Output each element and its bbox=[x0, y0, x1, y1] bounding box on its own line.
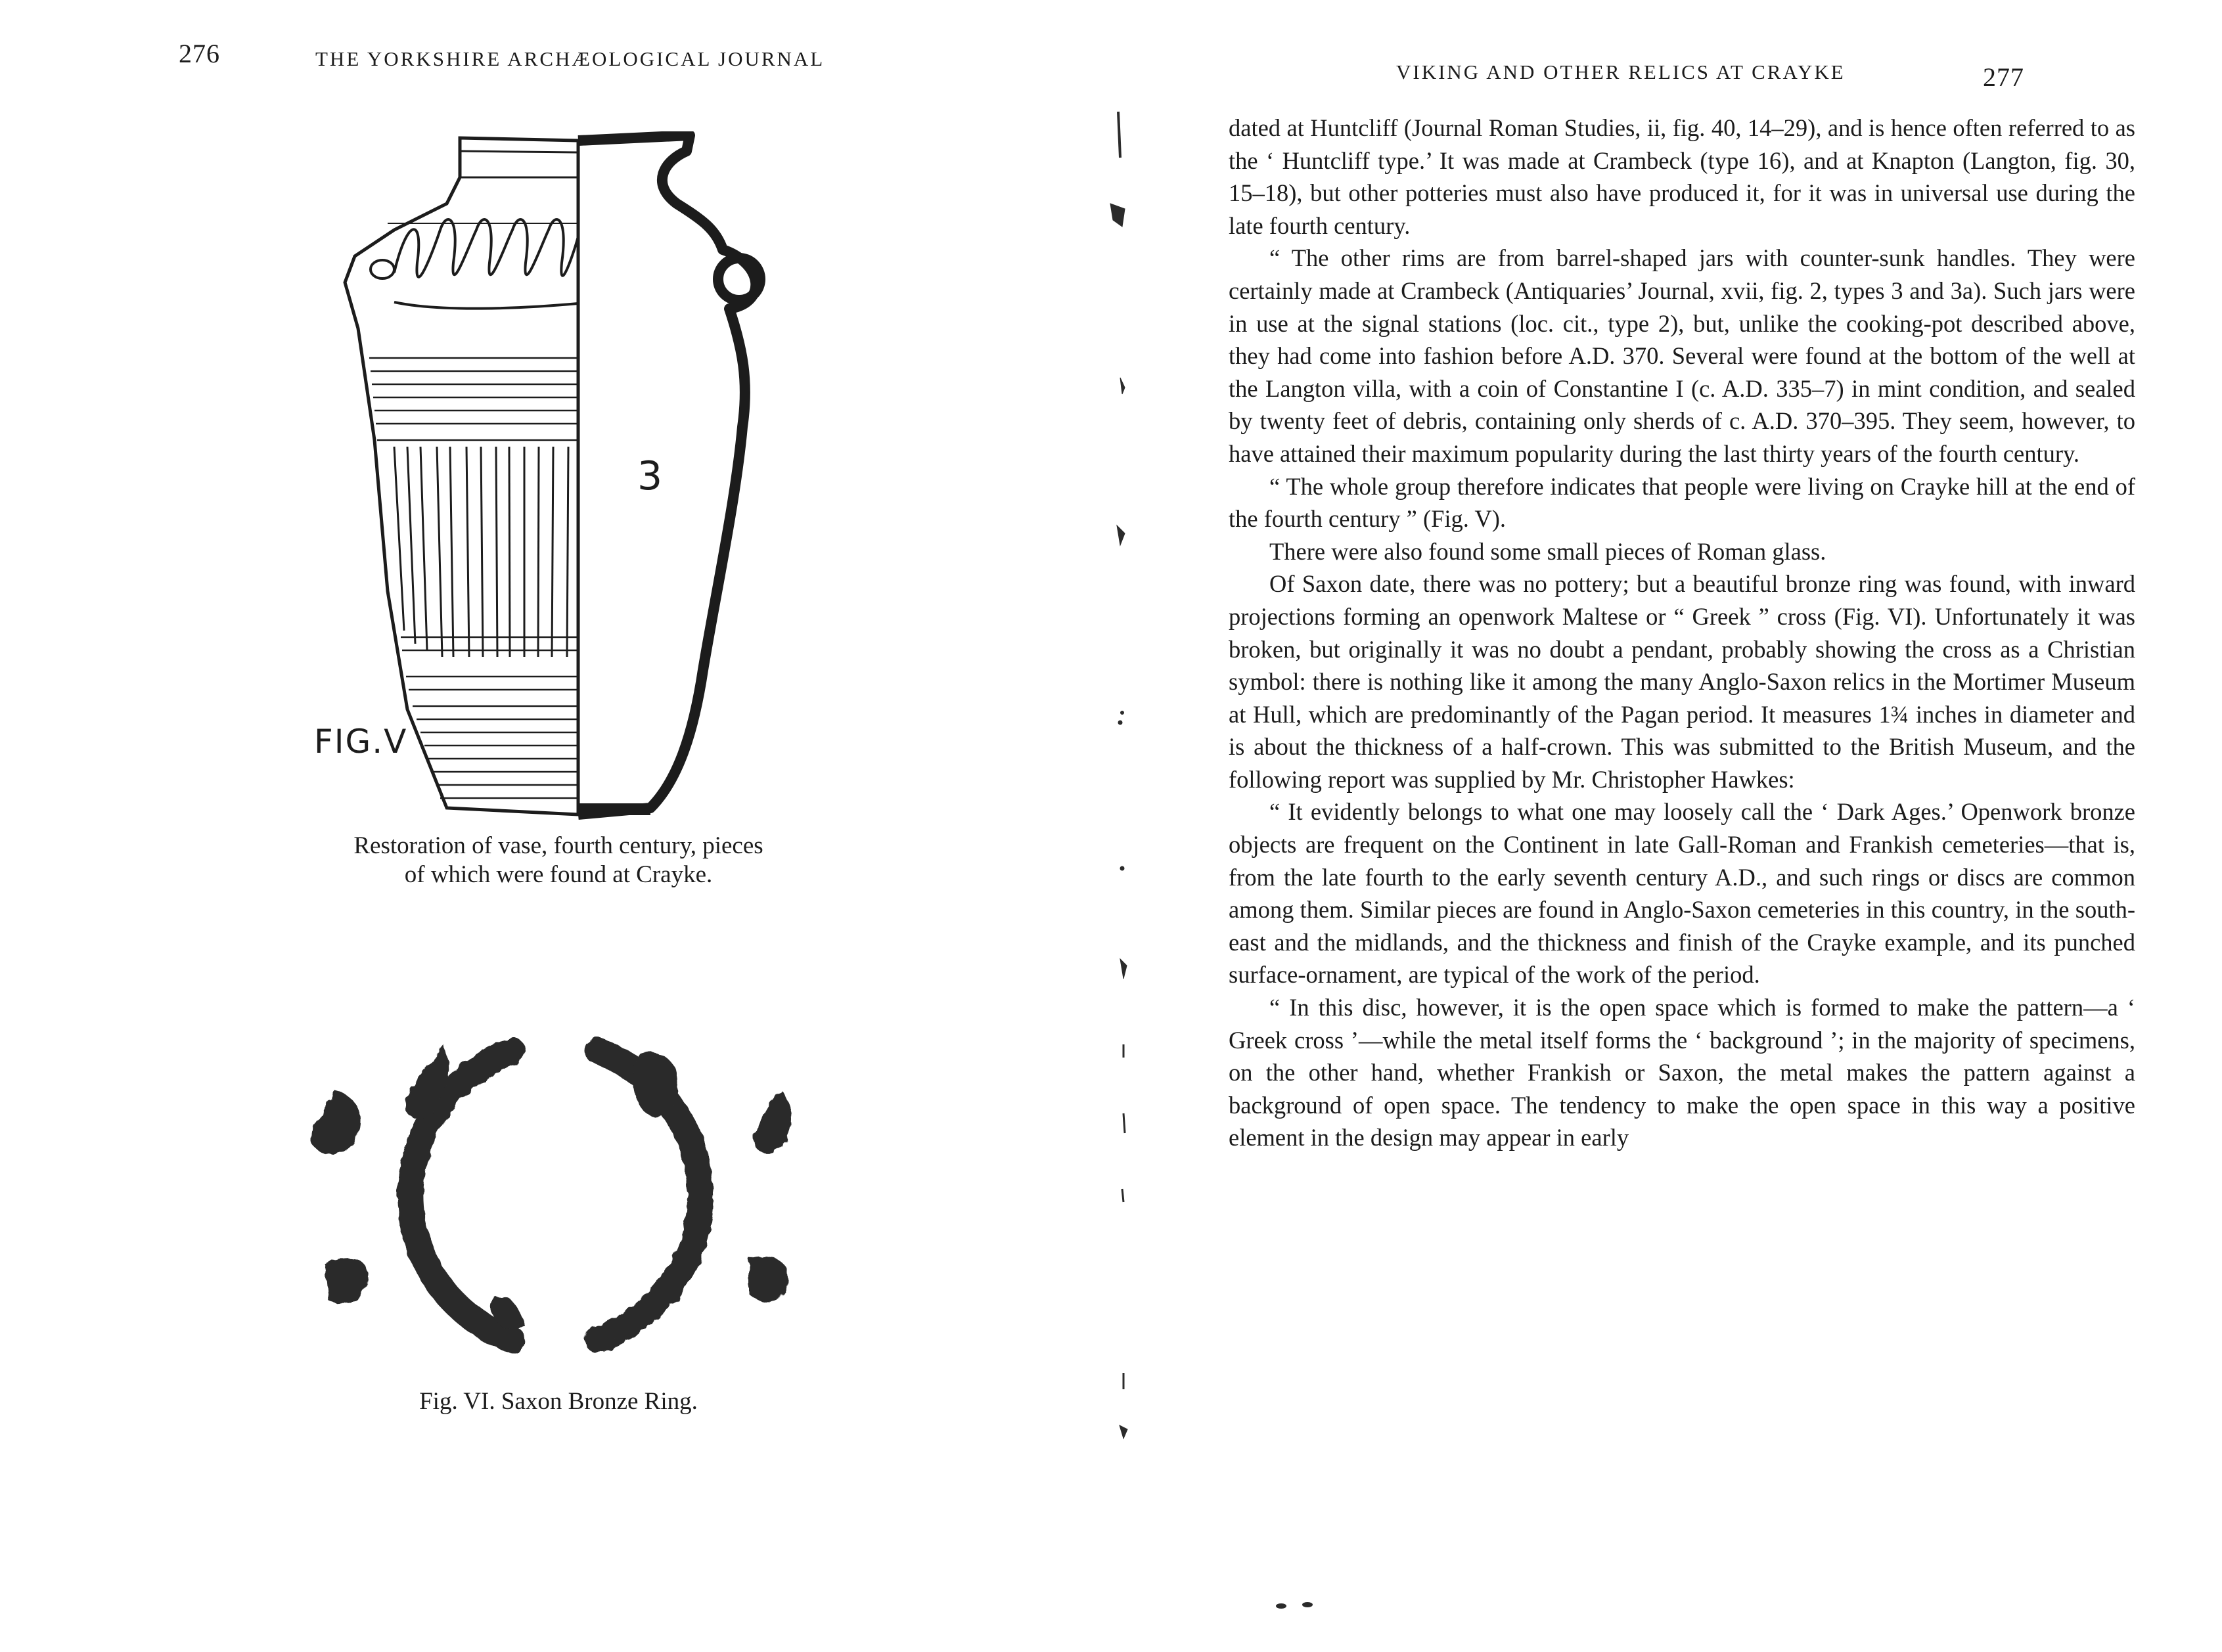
vase-section-profile bbox=[578, 135, 756, 815]
paragraph-4: There were also found some small pieces of Roman glass. bbox=[1269, 537, 1826, 565]
figure-v-caption-line2: of which were found at Crayke. bbox=[404, 861, 713, 888]
running-head-right: VIKING AND OTHER RELICS AT CRAYKE bbox=[1396, 60, 1846, 83]
left-page bbox=[0, 0, 1077, 1652]
paragraph-7: “ In this disc, however, it is the open space which is formed to make the pattern—a ‘ Greek cross ’—while the metal itself forms the ‘ background ’; in the majority of specimens, on the other hand, whether Frankish or Saxon, the metal makes the pattern against a background of open space. The tendency to make the open space in this way a positive element in the design may appear in early bbox=[1229, 994, 2135, 1151]
running-head-left: THE YORKSHIRE ARCHÆOLOGICAL JOURNAL bbox=[315, 47, 825, 70]
figure-v-vase-drawing bbox=[309, 131, 841, 821]
vertical-ribbing bbox=[394, 447, 568, 657]
bottom-page-marks bbox=[1273, 1599, 1326, 1613]
paragraph-3: “ The whole group therefore indicates that people were living on Crayke hill at the end of the fourth century ” (Fig. V). bbox=[1229, 472, 2135, 533]
scroll-decoration bbox=[371, 219, 578, 309]
figure-v-number: 3 bbox=[637, 453, 663, 499]
figure-v-caption bbox=[289, 832, 828, 889]
paragraph-6: “ It evidently belongs to what one may loosely call the ‘ Dark Ages.’ Openwork bronze objects are frequent on the Continent in late Gall-Roman and Frankish cemeteries—that is, from the late fourth to the early seventh century A.D., and such rings or discs are common among them. Similar pieces are found in Anglo-Saxon cemeteries in this country, in the south-east and the midlands, and the thickness and finish of the Crayke example, and its punched surface-ornament, are typical of the work of the period. bbox=[1229, 798, 2135, 989]
paragraph-1: dated at Huntcliff (Journal Roman Studies, ii, fig. 40, 14–29), and is hence often referred to as the ‘ Huntcliff type.’ It was made at Crambeck (type 16), and at Knapton (Langton, fig. 30, 15–18), but other potteries must also have produced it, for it was in universal use during the late fourth century. bbox=[1229, 114, 2135, 239]
figure-vi-bronze-ring-photo bbox=[237, 998, 880, 1366]
figure-vi-caption: Fig. VI. Saxon Bronze Ring. bbox=[419, 1388, 698, 1415]
page-number-left: 276 bbox=[179, 39, 220, 68]
paragraph-5: Of Saxon date, there was no pottery; but a beautiful bronze ring was found, with inward projections forming an openwork Maltese or “ Greek ” cross (Fig. VI). Unfortunately it was broken, but originally it was no doubt a pendant, probably showing the cross as a Christian symbol: there is nothing like it among the many Anglo-Saxon relics in the Mortimer Museum at Hull, which are predominantly of the Pagan period. It measures 1¾ inches in diameter and is about the thickness of a half-crown. This was submitted to the British Museum, and the following report was supplied by Mr. Christopher Hawkes: bbox=[1229, 570, 2135, 793]
figure-v-label: FIG.V bbox=[314, 723, 408, 761]
ring-cross-projections bbox=[309, 1044, 792, 1339]
page-number-right: 277 bbox=[1983, 62, 2024, 92]
right-page bbox=[1117, 0, 2222, 1652]
figure-v-caption-line1: Restoration of vase, fourth century, pieces bbox=[353, 832, 763, 859]
body-text bbox=[1229, 112, 2135, 1154]
paragraph-2: “ The other rims are from barrel-shaped jars with counter-sunk handles. They were certainly made at Crambeck (Antiquaries’ Journal, xvii, fig. 2, types 3 and 3a). Such jars were in use at the signal stations (loc. cit., type 2), but, unlike the cooking-pot described above, they had come into fashion before A.D. 370. Several were found at the bottom of the well at the Langton villa, with a coin of Constantine I (c. A.D. 335–7) in mint condition, and sealed by twenty feet of debris, containing only sherds of c. A.D. 370–395. They seem, however, to have attained their maximum popularity during the last thirty years of the fourth century. bbox=[1229, 244, 2135, 467]
